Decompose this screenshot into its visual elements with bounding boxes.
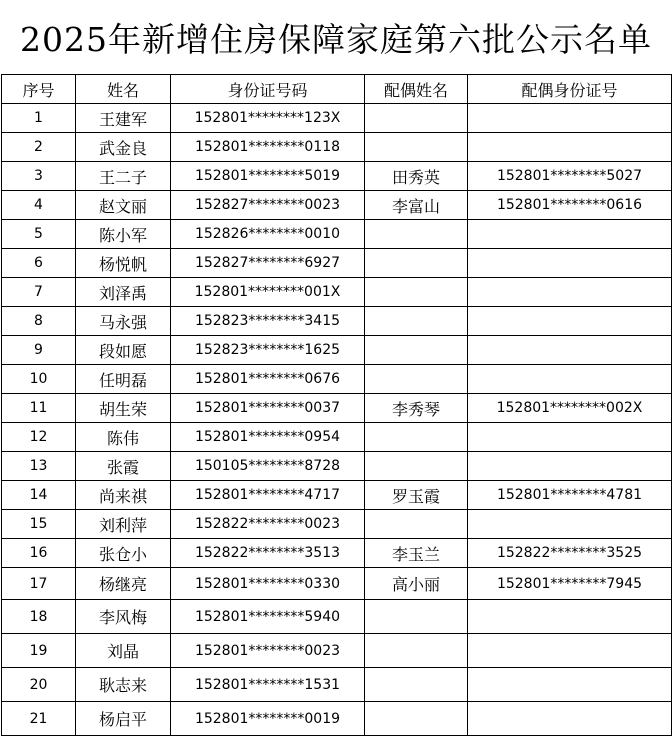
cell-spouse-name	[365, 634, 468, 668]
header-spouse-id-number: 配偶身份证号	[468, 75, 672, 104]
cell-spouse-id-number	[468, 365, 672, 394]
table-row	[2, 634, 672, 668]
cell-id-number: 152801********1531	[171, 668, 365, 702]
table-row	[2, 452, 672, 481]
cell-spouse-name	[365, 220, 468, 249]
cell-spouse-name: 罗玉霞	[365, 481, 468, 510]
cell-name: 赵文丽	[76, 191, 171, 220]
cell-name: 马永强	[76, 307, 171, 336]
cell-spouse-id-number: 152822********3525	[468, 539, 672, 568]
table-row	[2, 510, 672, 539]
cell-id-number: 152827********6927	[171, 249, 365, 278]
cell-name: 胡生荣	[76, 394, 171, 423]
cell-name: 耿志来	[76, 668, 171, 702]
cell-spouse-name	[365, 336, 468, 365]
header-name: 姓名	[76, 75, 171, 104]
cell-name: 尚来祺	[76, 481, 171, 510]
table-row	[2, 365, 672, 394]
cell-id-number: 152801********0019	[171, 702, 365, 736]
cell-no: 15	[2, 510, 76, 539]
cell-name: 张霞	[76, 452, 171, 481]
cell-id-number: 152801********5940	[171, 600, 365, 634]
cell-spouse-name	[365, 510, 468, 539]
cell-spouse-name: 高小丽	[365, 568, 468, 600]
cell-spouse-id-number	[468, 336, 672, 365]
cell-id-number: 152827********0023	[171, 191, 365, 220]
cell-spouse-name	[365, 668, 468, 702]
cell-spouse-id-number	[468, 249, 672, 278]
housing-list-table	[1, 74, 672, 736]
header-no: 序号	[2, 75, 76, 104]
cell-spouse-name	[365, 600, 468, 634]
cell-no: 16	[2, 539, 76, 568]
cell-no: 6	[2, 249, 76, 278]
cell-name: 武金良	[76, 133, 171, 162]
cell-spouse-id-number	[468, 668, 672, 702]
cell-spouse-name	[365, 702, 468, 736]
cell-no: 20	[2, 668, 76, 702]
cell-name: 刘利萍	[76, 510, 171, 539]
cell-spouse-id-number	[468, 278, 672, 307]
cell-spouse-id-number: 152801********5027	[468, 162, 672, 191]
cell-no: 10	[2, 365, 76, 394]
cell-spouse-name: 李秀琴	[365, 394, 468, 423]
table-row	[2, 133, 672, 162]
cell-no: 11	[2, 394, 76, 423]
cell-spouse-id-number	[468, 600, 672, 634]
table-row	[2, 336, 672, 365]
cell-id-number: 152801********0118	[171, 133, 365, 162]
cell-id-number: 152823********1625	[171, 336, 365, 365]
cell-id-number: 152822********3513	[171, 539, 365, 568]
cell-spouse-name: 李富山	[365, 191, 468, 220]
table-row	[2, 220, 672, 249]
cell-no: 3	[2, 162, 76, 191]
cell-name: 杨启平	[76, 702, 171, 736]
table-row	[2, 307, 672, 336]
cell-no: 12	[2, 423, 76, 452]
page-title: 2025年新增住房保障家庭第六批公示名单	[20, 19, 652, 59]
cell-spouse-name	[365, 133, 468, 162]
header-id-number: 身份证号码	[171, 75, 365, 104]
cell-id-number: 152801********0330	[171, 568, 365, 600]
cell-spouse-id-number	[468, 452, 672, 481]
cell-name: 杨悦帆	[76, 249, 171, 278]
table-body	[2, 104, 672, 736]
cell-id-number: 152823********3415	[171, 307, 365, 336]
cell-no: 1	[2, 104, 76, 133]
cell-name: 杨继亮	[76, 568, 171, 600]
cell-no: 9	[2, 336, 76, 365]
cell-name: 张仓小	[76, 539, 171, 568]
cell-spouse-name	[365, 104, 468, 133]
table-row	[2, 568, 672, 600]
cell-spouse-id-number	[468, 307, 672, 336]
cell-spouse-name	[365, 452, 468, 481]
cell-spouse-name: 李玉兰	[365, 539, 468, 568]
cell-no: 13	[2, 452, 76, 481]
cell-id-number: 152801********0023	[171, 634, 365, 668]
cell-spouse-id-number	[468, 423, 672, 452]
cell-id-number: 152801********0954	[171, 423, 365, 452]
cell-id-number: 152801********0037	[171, 394, 365, 423]
cell-no: 19	[2, 634, 76, 668]
cell-name: 王建军	[76, 104, 171, 133]
cell-name: 刘晶	[76, 634, 171, 668]
table-row	[2, 668, 672, 702]
cell-spouse-id-number	[468, 133, 672, 162]
cell-spouse-id-number	[468, 634, 672, 668]
table-row	[2, 162, 672, 191]
cell-id-number: 152801********123X	[171, 104, 365, 133]
cell-id-number: 152801********001X	[171, 278, 365, 307]
cell-spouse-name	[365, 307, 468, 336]
table-row	[2, 249, 672, 278]
header-spouse-name: 配偶姓名	[365, 75, 468, 104]
cell-no: 18	[2, 600, 76, 634]
table-row	[2, 423, 672, 452]
cell-spouse-name	[365, 365, 468, 394]
table-row	[2, 394, 672, 423]
cell-no: 21	[2, 702, 76, 736]
table-row	[2, 104, 672, 133]
cell-no: 4	[2, 191, 76, 220]
cell-no: 7	[2, 278, 76, 307]
cell-spouse-id-number	[468, 702, 672, 736]
cell-spouse-name	[365, 249, 468, 278]
cell-id-number: 150105********8728	[171, 452, 365, 481]
cell-name: 任明磊	[76, 365, 171, 394]
cell-no: 8	[2, 307, 76, 336]
cell-name: 段如愿	[76, 336, 171, 365]
cell-spouse-id-number: 152801********7945	[468, 568, 672, 600]
cell-name: 李风梅	[76, 600, 171, 634]
cell-no: 14	[2, 481, 76, 510]
cell-spouse-id-number	[468, 104, 672, 133]
cell-spouse-name	[365, 278, 468, 307]
table-row	[2, 191, 672, 220]
cell-spouse-id-number: 152801********0616	[468, 191, 672, 220]
cell-id-number: 152826********0010	[171, 220, 365, 249]
cell-name: 王二子	[76, 162, 171, 191]
cell-id-number: 152822********0023	[171, 510, 365, 539]
cell-name: 陈小军	[76, 220, 171, 249]
header-row	[2, 75, 672, 104]
cell-spouse-id-number: 152801********002X	[468, 394, 672, 423]
cell-spouse-name	[365, 423, 468, 452]
table-row	[2, 600, 672, 634]
table-row	[2, 539, 672, 568]
cell-id-number: 152801********5019	[171, 162, 365, 191]
cell-no: 17	[2, 568, 76, 600]
cell-no: 2	[2, 133, 76, 162]
cell-spouse-id-number	[468, 510, 672, 539]
cell-spouse-id-number: 152801********4781	[468, 481, 672, 510]
cell-id-number: 152801********0676	[171, 365, 365, 394]
table-row	[2, 702, 672, 736]
cell-name: 陈伟	[76, 423, 171, 452]
cell-id-number: 152801********4717	[171, 481, 365, 510]
table-row	[2, 278, 672, 307]
cell-spouse-id-number	[468, 220, 672, 249]
cell-spouse-name: 田秀英	[365, 162, 468, 191]
cell-name: 刘泽禹	[76, 278, 171, 307]
cell-no: 5	[2, 220, 76, 249]
table-row	[2, 481, 672, 510]
